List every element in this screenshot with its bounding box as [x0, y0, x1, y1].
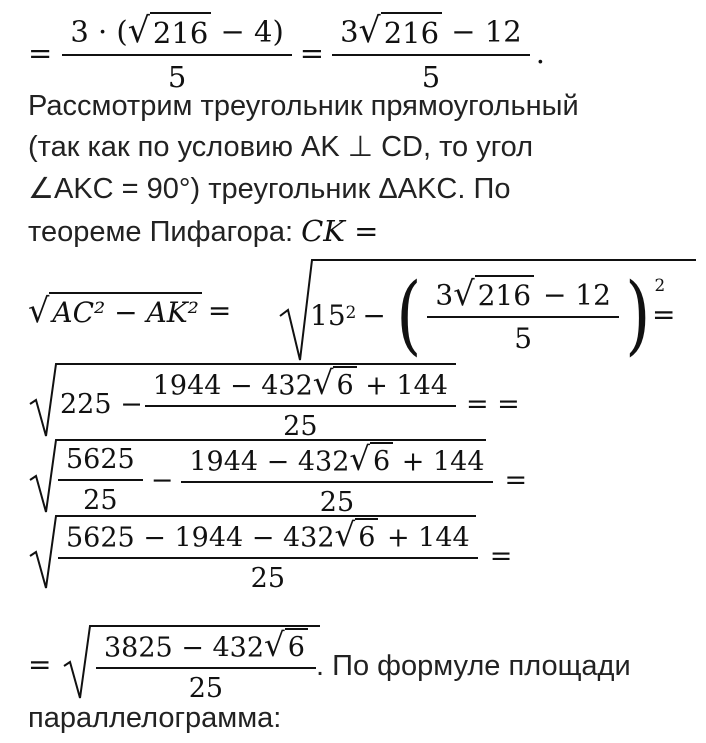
outer-exponent: 2	[654, 275, 666, 295]
fraction-3	[431, 275, 615, 355]
numerator-suffix: − 4)	[211, 14, 284, 49]
equation-line-7	[56, 442, 527, 518]
sqrt-6	[335, 518, 379, 553]
radical-sign-icon: √	[334, 516, 356, 555]
sqrt-ac-ak	[28, 292, 202, 329]
fraction-5	[62, 444, 139, 516]
sqrt-216	[128, 12, 212, 50]
radical-sign-icon: √	[127, 10, 150, 51]
numerator-head: 3825 − 432	[104, 632, 265, 664]
fraction-1	[66, 12, 287, 94]
radicand: 6	[285, 628, 308, 663]
fraction-5-numerator: 5625	[66, 444, 135, 476]
text-line-1: Рассмотрим треугольник прямоугольный	[28, 90, 579, 122]
fraction-2-denominator: 5	[332, 54, 530, 94]
numerator-head: 1944 − 432	[189, 446, 350, 478]
fraction-6-denominator: 25	[181, 481, 492, 518]
numerator-head: 1944 − 432	[152, 370, 313, 402]
equals-signs: = =	[465, 388, 520, 420]
equals-sign: =	[652, 298, 676, 331]
text-line-4	[28, 214, 379, 248]
fraction-6-numerator	[185, 442, 488, 481]
coefficient: 3	[340, 14, 359, 49]
exponent: 2	[345, 301, 357, 322]
fraction-6	[185, 442, 488, 518]
radicand: 216	[381, 12, 442, 50]
sqrt-216	[359, 12, 443, 50]
equals-sign: =	[28, 36, 53, 70]
period: .	[535, 36, 545, 70]
radical-sign-icon: √	[358, 10, 381, 51]
text-line-9: . По формуле площади	[316, 650, 631, 682]
fraction-7-numerator	[62, 518, 474, 557]
numerator-tail: + 144	[378, 522, 470, 554]
text-line-3: ∠AKC = 90°) треугольник ΔAKC. По	[28, 173, 511, 205]
fraction-8-numerator	[100, 628, 312, 667]
sqrt-6	[349, 442, 393, 477]
minus-sign: −	[150, 464, 174, 496]
sqrt-216	[453, 275, 534, 312]
fraction-3-numerator	[431, 275, 615, 316]
radicand: AC² − AK²	[49, 292, 202, 329]
text-line-10: параллелограмма:	[28, 702, 282, 734]
numerator-tail: + 144	[356, 370, 448, 402]
fraction-1-denominator: 5	[62, 54, 291, 94]
base-15: 15	[310, 298, 346, 332]
equals-sign: =	[28, 648, 52, 681]
numerator-tail: − 12	[534, 278, 611, 312]
equation-line-6	[60, 366, 520, 442]
radical-sign-icon: √	[312, 364, 334, 403]
numerator-head: 5625 − 1944 − 432	[66, 522, 335, 554]
term-225: 225 −	[60, 388, 143, 420]
radical-sign-icon: √	[349, 440, 371, 479]
minus-sign: −	[362, 298, 386, 332]
equation-line-1	[28, 12, 545, 94]
fraction-4-numerator	[149, 366, 452, 405]
equals-sign: =	[489, 540, 513, 572]
text-line-4-plain: теореме Пифагора:	[28, 216, 302, 248]
fraction-8	[100, 628, 312, 704]
radical-sign-icon: √	[264, 626, 285, 665]
fraction-4	[149, 366, 452, 442]
radical-sign-icon: √	[453, 273, 475, 313]
fraction-2-numerator	[336, 12, 526, 54]
left-paren-icon: (	[395, 265, 422, 365]
equation-line-8	[56, 518, 512, 594]
radicand: 216	[150, 12, 211, 50]
numerator-tail: − 12	[442, 14, 522, 49]
radicand: 216	[475, 275, 534, 312]
fraction-7-denominator: 25	[58, 557, 478, 594]
fraction-5-denominator: 25	[58, 479, 143, 516]
radical-sign-icon: √	[28, 290, 50, 330]
sqrt-6	[313, 366, 357, 401]
fraction-3-denominator: 5	[427, 316, 619, 355]
text-line-2: (так как по условию AK ⊥ CD, то угол	[28, 131, 534, 163]
fraction-2	[336, 12, 526, 94]
coefficient: 3	[435, 278, 454, 312]
fraction-4-denominator: 25	[145, 405, 456, 442]
radicand: 6	[355, 518, 378, 553]
equation-line-5-radicand	[310, 265, 666, 365]
fraction-1-numerator	[66, 12, 287, 54]
radicand: 6	[333, 366, 356, 401]
sqrt-6	[264, 628, 308, 663]
equation-line-9	[94, 628, 318, 704]
equals-sign: =	[299, 36, 325, 70]
equals-sign: =	[504, 464, 528, 496]
fraction-8-denominator: 25	[96, 667, 316, 704]
right-paren-icon: )	[625, 265, 651, 365]
fraction-7	[62, 518, 474, 594]
radicand: 6	[370, 442, 393, 477]
numerator-prefix: 3 · (	[70, 14, 128, 49]
text-line-4-math: CK =	[301, 214, 379, 248]
numerator-tail: + 144	[393, 446, 485, 478]
equation-line-5	[28, 292, 237, 329]
equals-sign: =	[207, 294, 232, 327]
